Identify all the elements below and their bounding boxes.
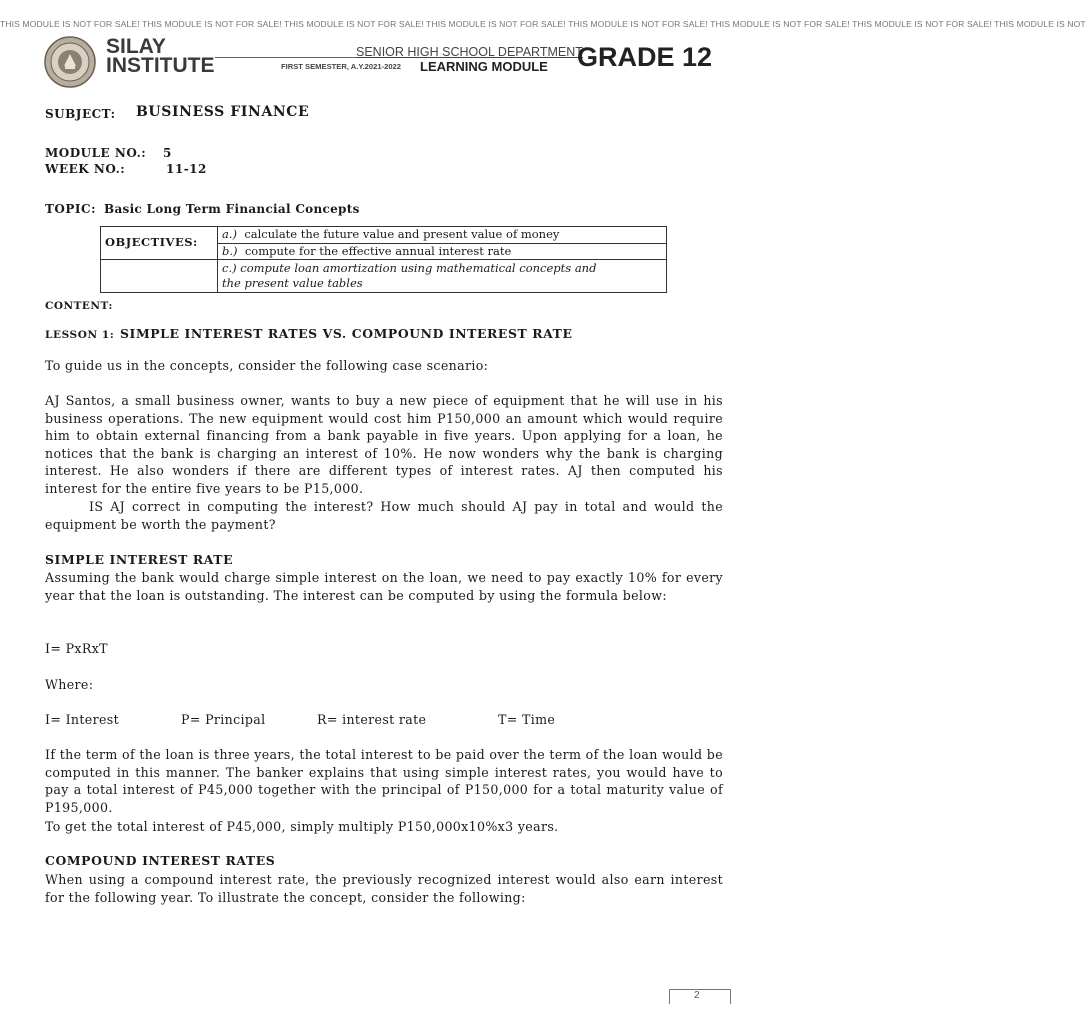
week-label: WEEK NO.: xyxy=(45,162,126,176)
objectives-empty-cell xyxy=(101,260,218,293)
simple-interest-paragraph: Assuming the bank would charge simple interest on the loan, we need to pay exactly 10% for every year that the loan is outstanding. The interest can be computed by using the formula below: xyxy=(45,570,723,603)
lesson-title: LESSON 1: SIMPLE INTEREST RATES VS. COMPOUND INTEREST RATE xyxy=(45,326,573,341)
objective-item: a.) calculate the future value and present value of money xyxy=(218,227,667,244)
objectives-table xyxy=(100,226,667,293)
page-number-box xyxy=(669,989,731,1004)
subject-value: BUSINESS FINANCE xyxy=(136,104,310,120)
topic-label: TOPIC: xyxy=(45,202,96,216)
subject-label: SUBJECT: xyxy=(45,107,116,121)
content-label: CONTENT: xyxy=(45,300,113,312)
institute-seal-icon xyxy=(44,36,96,88)
grade-label: GRADE 12 xyxy=(577,42,713,72)
module-value: 5 xyxy=(163,146,172,160)
compound-interest-heading: COMPOUND INTEREST RATES xyxy=(45,853,276,868)
logo-text-institute: INSTITUTE xyxy=(106,54,215,77)
objective-item: c.) compute loan amortization using mathematical concepts and the present value tables xyxy=(218,260,667,293)
compound-interest-paragraph: When using a compound interest rate, the previously recognized interest would also earn interest for the following year. To illustrate the concept, consider the following: xyxy=(45,872,723,905)
week-value: 11-12 xyxy=(166,162,207,176)
objective-item: b.) compute for the effective annual interest rate xyxy=(218,243,667,260)
definition-interest: I= Interest xyxy=(45,712,119,727)
module-label: MODULE NO.: xyxy=(45,146,147,160)
definition-principal: P= Principal xyxy=(181,712,266,727)
intro-paragraph: To guide us in the concepts, consider the following case scenario: xyxy=(45,358,489,373)
objectives-label: OBJECTIVES: xyxy=(101,227,218,260)
question-paragraph: IS AJ correct in computing the interest? How much should AJ pay in total and would the equipment be worth the payment? xyxy=(45,499,723,532)
formula: I= PxRxT xyxy=(45,641,108,656)
total-paragraph: To get the total interest of P45,000, simply multiply P150,000x10%x3 years. xyxy=(45,819,559,834)
learning-module-label: LEARNING MODULE xyxy=(420,59,548,74)
logo-text-silay: SILAY xyxy=(106,35,166,58)
page-number: 2 xyxy=(694,990,700,1001)
topic-value: Basic Long Term Financial Concepts xyxy=(104,202,360,216)
simple-interest-heading: SIMPLE INTEREST RATE xyxy=(45,552,234,567)
scenario-paragraph: AJ Santos, a small business owner, wants to buy a new piece of equipment that he will use in his business operations. The new equipment would cost him P150,000 an amount which would require him to obtain external financing from a bank payable in five years. Upon applying for a loan, he notices that the bank is charging an interest of 10%. He now wonders why the bank is charging interest. He also wonders if there are different types of interest rates. AJ then computed his interest for the entire five years to be P15,000. xyxy=(45,393,723,496)
department-title: SENIOR HIGH SCHOOL DEPARTMENT xyxy=(356,45,583,59)
not-for-sale-banner: THIS MODULE IS NOT FOR SALE! THIS MODULE IS NOT FOR SALE! THIS MODULE IS NOT FOR SALE! THIS MODULE IS NOT FOR SALE! THIS MODULE IS NOT FOR SALE! THIS MODULE IS NOT FOR SALE! THIS MODULE IS NOT FOR SALE! THIS MODULE IS NOT xyxy=(0,19,1086,29)
definition-rate: R= interest rate xyxy=(317,712,427,727)
where-label: Where: xyxy=(45,677,94,692)
definition-time: T= Time xyxy=(498,712,556,727)
term-paragraph: If the term of the loan is three years, the total interest to be paid over the term of the loan would be computed in this manner. The banker explains that using simple interest rates, you would have to pay a total interest of P45,000 together with the principal of P150,000 for a total maturity value of P195,000. xyxy=(45,747,723,815)
semester-label: FIRST SEMESTER, A.Y.2021-2022 xyxy=(281,62,401,71)
